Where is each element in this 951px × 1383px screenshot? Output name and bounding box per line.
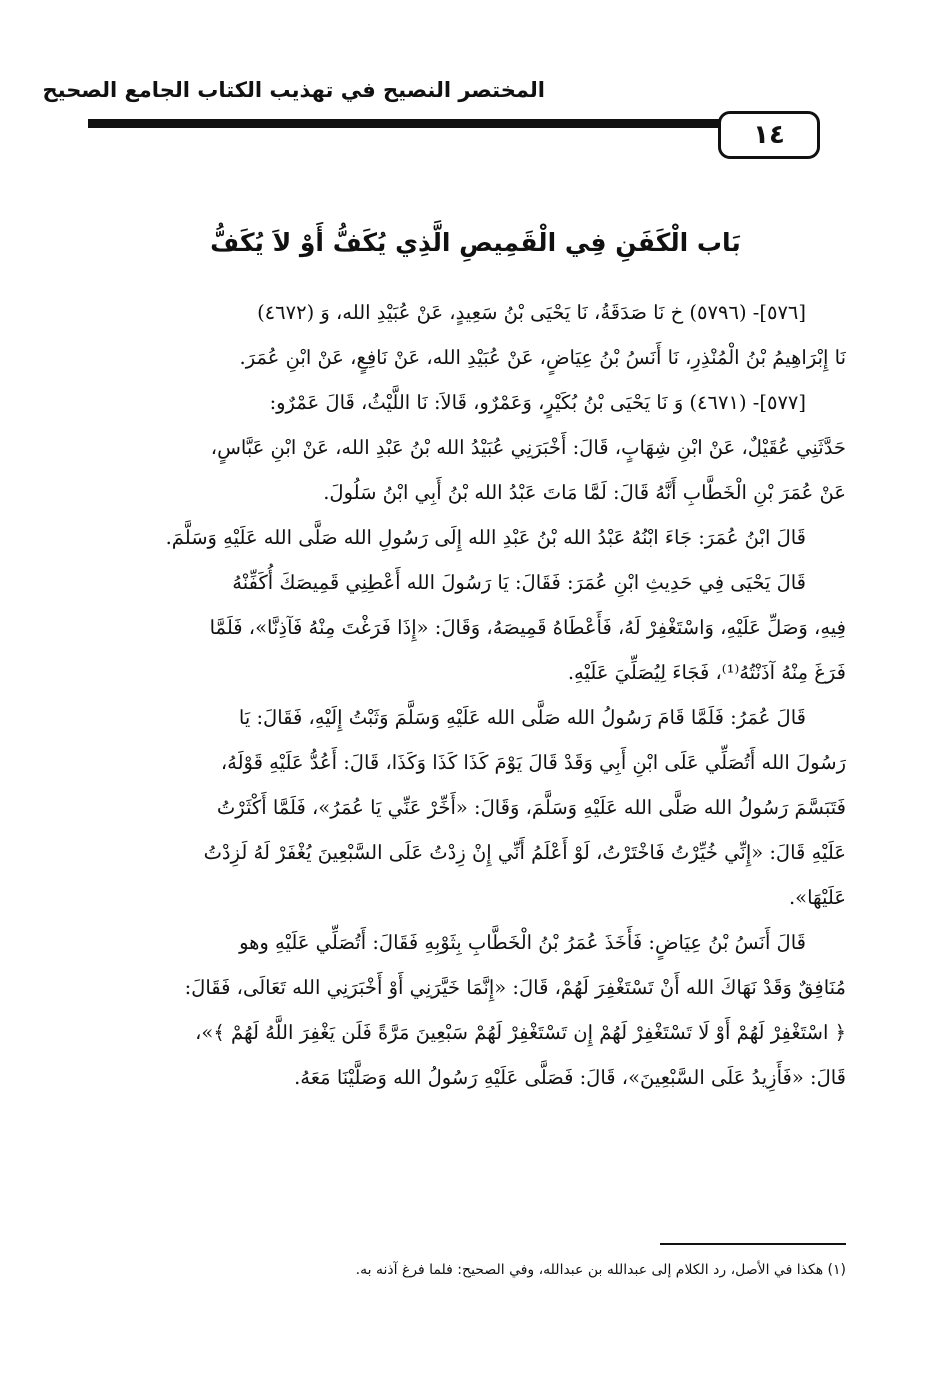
header-rule	[88, 119, 723, 128]
text-line: قَالَ عُمَرُ: فَلَمَّا قَامَ رَسُولُ الله صَلَّى الله عَلَيْهِ وَسَلَّمَ وَثَبْتُ إِلَيْهِ، فَقَالَ: يَا	[238, 706, 806, 729]
footnote-rule	[660, 1243, 846, 1245]
text-line: فَتَبَسَّمَ رَسُولُ الله صَلَّى الله عَلَيْهِ وَسَلَّمَ، وَقَالَ: «أَخِّرْ عَنِّي يَا عُمَرُ»، فَلَمَّا أَكْثَرْتُ	[216, 796, 846, 819]
text-line: قَالَ أَنَسُ بْنُ عِيَاضٍ: فَأَخَذَ عُمَرُ بْنُ الْخَطَّابِ بِثَوْبِهِ فَقَالَ: أَتُصَلِّي عَلَيْهِ وهو	[239, 931, 806, 954]
chapter-title: بَاب الْكَفَنِ فِي الْقَمِيصِ الَّذِي يُكَفُّ أَوْ لاَ يُكَفُّ	[210, 228, 741, 257]
text-line: [٥٧٧]- (٤٦٧١) وَ نَا يَحْيَى بْنُ بُكَيْرٍ، وَعَمْرٌو، قَالاَ: نَا اللَّيْثُ، قَالَ عَمْرٌو:	[269, 391, 806, 414]
footnote: (١) هكذا في الأصل، رد الكلام إلى عبدالله بن عبدالله، وفي الصحيح: فلما فرغ آذنه به.	[355, 1262, 846, 1278]
text-line: قَالَ يَحْيَى فِي حَدِيثِ ابْنِ عُمَرَ: فَقَالَ: يَا رَسُولَ الله أَعْطِنِي قَمِيصَكَ أُكَفِّنْهُ	[232, 571, 806, 594]
page-number-box	[718, 111, 820, 159]
text-line: فِيهِ، وَصَلِّ عَلَيْهِ، وَاسْتَغْفِرْ لَهُ، فَأَعْطَاهُ قَمِيصَهُ، وَقَالَ: «إِذَا فَرَغْتَ مِنْهُ فَآذِنَّا»، فَلَمَّا	[209, 616, 846, 639]
text-line: قَالَ: «فَأَزِيدُ عَلَى السَّبْعِينَ»، قَالَ: فَصَلَّى عَلَيْهِ رَسُولُ الله وَصَلَّيْنَا مَعَهُ.	[294, 1066, 846, 1089]
text-line: قَالَ ابْنُ عُمَرَ: جَاءَ ابْنُهُ عَبْدُ الله بْنُ عَبْدِ الله إِلَى رَسُولِ الله صَلَّى الله عَلَيْهِ وَسَلَّمَ.	[165, 526, 806, 549]
quran-verse-line: ﴿ اسْتَغْفِرْ لَهُمْ أَوْ لَا تَسْتَغْفِرْ لَهُمْ إِن تَسْتَغْفِرْ لَهُمْ سَبْعِينَ مَرَّةً فَلَن يَغْفِرَ اللَّهُ لَهُمْ ﴾»،	[195, 1021, 846, 1044]
text-line: [٥٧٦]- (٥٧٩٦) خ نَا صَدَقَةُ، نَا يَحْيَى بْنُ سَعِيدٍ، عَنْ عُبَيْدِ الله، وَ (٤٦٧٢)	[257, 301, 806, 324]
text-line: فَرَغَ مِنْهُ آذَنْتُهُ⁽¹⁾، فَجَاءَ لِيُصَلِّيَ عَلَيْهِ.	[567, 661, 846, 684]
text-line: نَا إِبْرَاهِيمُ بْنُ الْمُنْذِرِ، نَا أَنَسُ بْنُ عِيَاضٍ، عَنْ عُبَيْدِ الله، عَنْ نَافِعٍ، عَنْ ابْنِ عُمَرَ.	[239, 346, 846, 369]
page-number: ١٤	[753, 120, 785, 150]
text-line: عَلَيْهِ قَالَ: «إِنِّي خُيِّرْتُ فَاخْتَرْتُ، لَوْ أَعْلَمُ أَنِّي إِنْ زِدْتُ عَلَى السَّبْعِينَ يُغْفَرْ لَهُ لَزِدْتُ	[203, 841, 846, 864]
text-line: عَلَيْهَا».	[788, 886, 846, 909]
hadith-body	[90, 290, 846, 1100]
text-line: عَنْ عُمَرَ بْنِ الْخَطَّابِ أَنَّهُ قَالَ: لَمَّا مَاتَ عَبْدُ الله بْنُ أَبِي ابْنُ سَلُولَ.	[323, 481, 846, 504]
text-line: حَدَّثَنِي عُقَيْلٌ، عَنْ ابْنِ شِهَابٍ، قَالَ: أَخْبَرَنِي عُبَيْدُ الله بْنُ عَبْدِ الله، عَنْ ابْنِ عَبَّاسٍ،	[210, 436, 846, 459]
running-header-title: المختصر النصيح في تهذيب الكتاب الجامع الصحيح	[42, 78, 545, 102]
text-line: مُنَافِقٌ وَقَدْ نَهَاكَ الله أَنْ تَسْتَغْفِرَ لَهُمْ، قَالَ: «إِنَّمَا خَيَّرَنِي أَوْ أَخْبَرَنِي الله تَعَالَى، فَقَالَ:	[184, 976, 846, 999]
text-line: رَسُولَ الله أَتُصَلِّي عَلَى ابْنِ أَبِي وَقَدْ قَالَ يَوْمَ كَذَا كَذَا وَكَذَا، قَالَ: أَعُدُّ عَلَيْهِ قَوْلَهُ،	[220, 751, 846, 774]
